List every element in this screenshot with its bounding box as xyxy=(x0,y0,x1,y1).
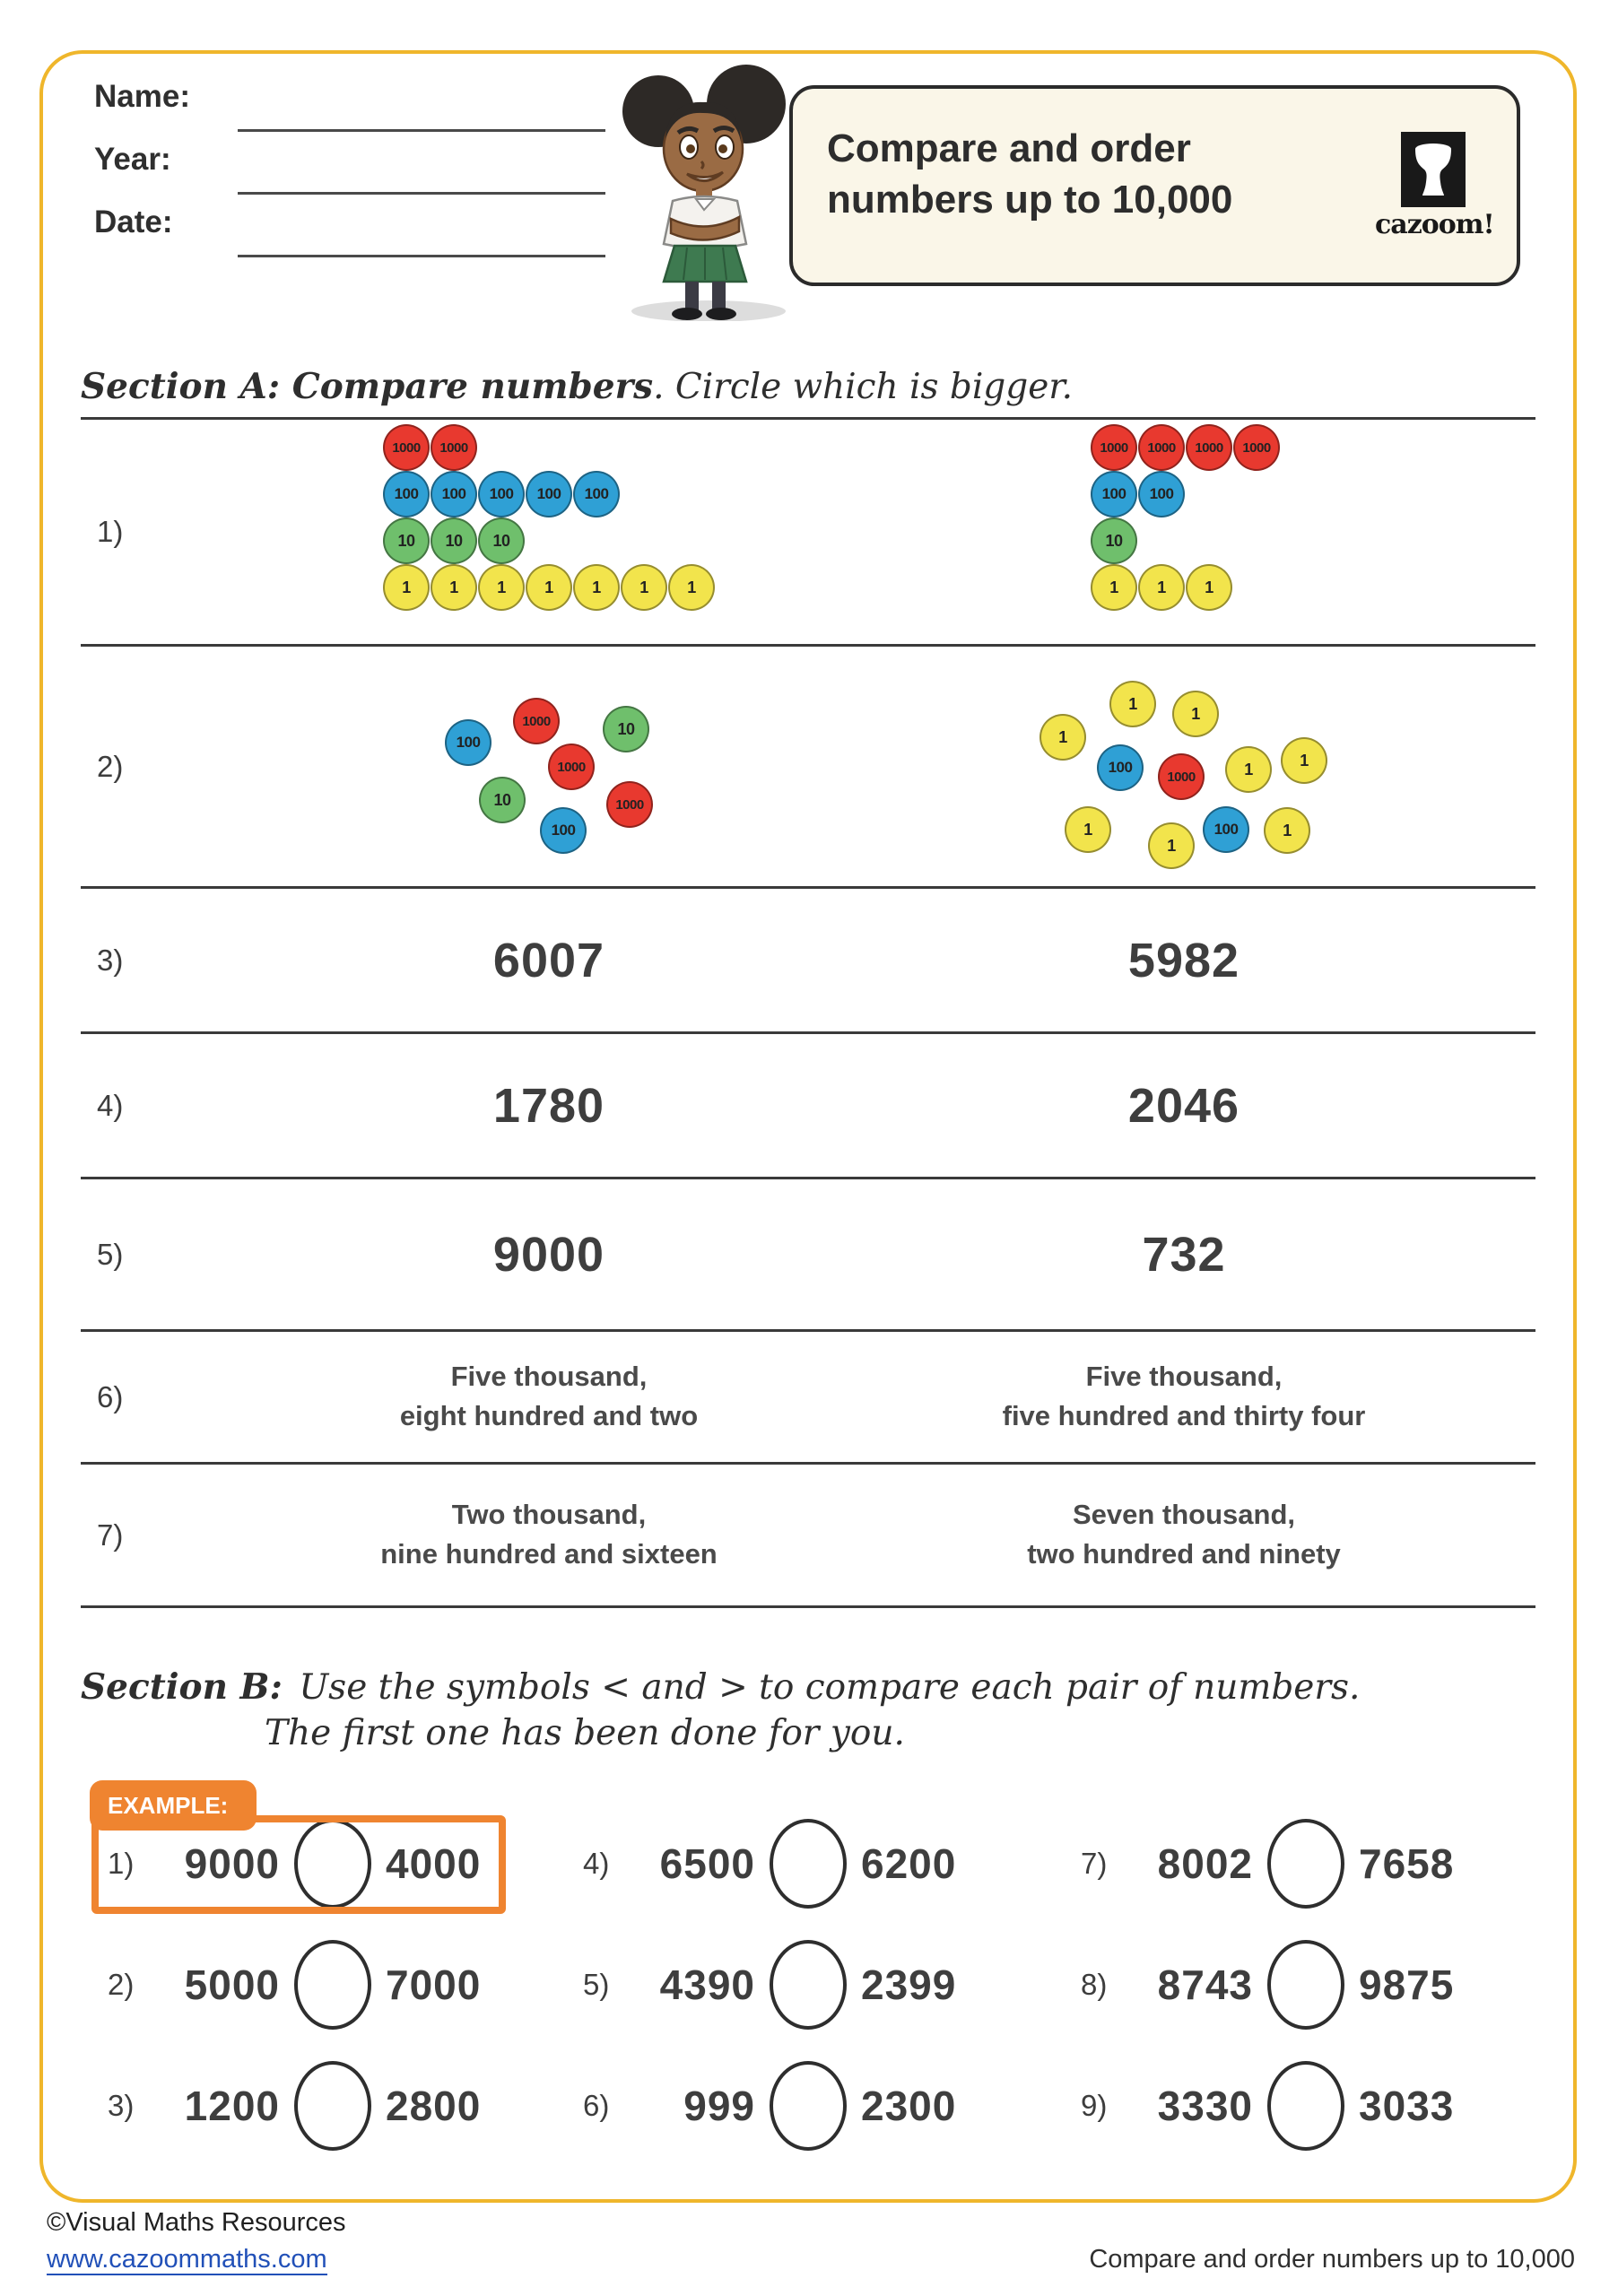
place-value-counter-1: 1 xyxy=(383,564,430,611)
counter-row-10 xyxy=(1091,517,1280,564)
place-value-counter-10: 10 xyxy=(383,517,430,564)
place-value-counter-1: 1 xyxy=(1065,806,1111,853)
date-field xyxy=(94,204,173,264)
place-value-counter-1000: 1000 xyxy=(1138,424,1185,471)
compare-number-words-left[interactable]: Two thousand, nine hundred and sixteen xyxy=(380,1498,718,1570)
place-value-counter-1000: 1000 xyxy=(513,698,560,744)
place-value-counter-1: 1 xyxy=(668,564,715,611)
left-number: 999 xyxy=(683,2082,755,2129)
compare-number-left[interactable]: 1780 xyxy=(492,1078,605,1133)
place-value-counter-1: 1 xyxy=(1225,746,1272,793)
section-b-instruction-line-2: The first one has been done for you. xyxy=(265,1713,905,1753)
place-value-counter-10: 10 xyxy=(1091,517,1137,564)
place-value-counter-1000: 1000 xyxy=(1158,753,1205,800)
worksheet-title xyxy=(827,123,1232,225)
counter-row-100 xyxy=(383,471,715,517)
place-value-counter-1: 1 xyxy=(431,564,477,611)
title-line-2: numbers up to 10,000 xyxy=(827,178,1233,222)
counter-row-100 xyxy=(1091,471,1280,517)
place-value-counter-1000: 1000 xyxy=(383,424,430,471)
compare-number-right[interactable]: 732 xyxy=(1142,1227,1226,1282)
question-number: 2) xyxy=(108,1967,135,2001)
question-number: 7) xyxy=(1081,1846,1108,1880)
counter-row-1000 xyxy=(383,424,715,471)
section-a-row-2 xyxy=(81,647,1535,889)
right-number: 9875 xyxy=(1359,1961,1455,2008)
answer-circle[interactable] xyxy=(770,1940,847,2030)
section-b-title: Section B: xyxy=(81,1666,283,1708)
left-number: 6500 xyxy=(659,1839,755,1887)
compare-number-right[interactable]: 5982 xyxy=(1127,933,1240,987)
place-value-counter-100: 100 xyxy=(1203,806,1249,853)
place-value-counter-1000: 1000 xyxy=(1233,424,1280,471)
place-value-counter-1: 1 xyxy=(1109,681,1156,727)
place-value-counter-1: 1 xyxy=(1264,807,1310,854)
title-line-1: Compare and order xyxy=(827,126,1191,170)
answer-circle[interactable] xyxy=(770,1819,847,1909)
schoolgirl-character-illustration xyxy=(603,56,811,321)
compare-number-left[interactable]: 6007 xyxy=(492,933,605,987)
right-number: 2800 xyxy=(386,2082,482,2129)
answer-circle[interactable] xyxy=(770,2061,847,2151)
cazoom-logo xyxy=(1375,132,1492,240)
answer-circle[interactable] xyxy=(1267,1819,1344,1909)
question-number: 5) xyxy=(97,1237,124,1271)
question-number: 6) xyxy=(583,2088,610,2122)
section-b-item-9 xyxy=(1063,2045,1535,2166)
section-a-row-5 xyxy=(81,1179,1535,1332)
place-value-counter-10: 10 xyxy=(478,517,525,564)
section-b-item-8 xyxy=(1063,1924,1535,2045)
compare-number-words-right[interactable]: Five thousand, five hundred and thirty four xyxy=(1002,1360,1366,1432)
section-a-title: Section A: Compare numbers xyxy=(81,366,654,407)
section-b-item-3 xyxy=(81,2045,565,2166)
place-value-counter-10: 10 xyxy=(479,777,526,823)
section-b-instruction-line-1: Use the symbols < and > to compare each pair of numbers. xyxy=(299,1667,1361,1708)
name-label: Name: xyxy=(94,79,190,114)
place-value-counter-100: 100 xyxy=(573,471,620,517)
section-b-item-4 xyxy=(565,1803,1063,1924)
place-value-counter-1: 1 xyxy=(1172,691,1219,737)
left-number: 3330 xyxy=(1157,2082,1253,2129)
date-input-line[interactable] xyxy=(238,255,605,257)
place-value-counter-100: 100 xyxy=(1091,471,1137,517)
place-value-counter-1: 1 xyxy=(1138,564,1185,611)
name-input-line[interactable] xyxy=(238,129,605,132)
question-number: 3) xyxy=(97,943,124,977)
place-value-counter-1000: 1000 xyxy=(548,744,595,790)
question-number: 4) xyxy=(583,1846,610,1880)
cazoom-logo-text: cazoom! xyxy=(1375,209,1494,240)
place-value-counter-100: 100 xyxy=(478,471,525,517)
name-field xyxy=(94,79,190,138)
footer-worksheet-title: Compare and order numbers up to 10,000 xyxy=(1089,2245,1575,2274)
place-value-counter-100: 100 xyxy=(526,471,572,517)
right-number: 2300 xyxy=(861,2082,957,2129)
year-field xyxy=(94,142,171,201)
section-b-heading xyxy=(81,1666,1360,1753)
year-label: Year: xyxy=(94,142,171,177)
place-value-counter-100: 100 xyxy=(1097,744,1144,791)
place-value-counter-1000: 1000 xyxy=(1091,424,1137,471)
place-value-counter-1: 1 xyxy=(573,564,620,611)
answer-circle[interactable] xyxy=(294,1940,371,2030)
compare-number-right[interactable]: 2046 xyxy=(1127,1078,1240,1133)
section-a-row-7 xyxy=(81,1465,1535,1608)
question-number: 7) xyxy=(97,1518,124,1552)
place-value-counter-100: 100 xyxy=(445,719,491,766)
right-number: 4000 xyxy=(386,1839,482,1887)
place-value-counter-100: 100 xyxy=(1138,471,1185,517)
left-number: 5000 xyxy=(184,1961,280,2008)
section-b-item-7 xyxy=(1063,1803,1535,1924)
place-value-counter-1: 1 xyxy=(1281,737,1327,784)
left-number: 8002 xyxy=(1157,1839,1253,1887)
section-a-row-1 xyxy=(81,420,1535,647)
place-value-counter-100: 100 xyxy=(383,471,430,517)
footer-website-link[interactable]: www.cazoommaths.com xyxy=(47,2245,327,2274)
worksheet-title-box xyxy=(789,85,1520,286)
question-number: 6) xyxy=(97,1379,124,1413)
question-number: 5) xyxy=(583,1967,610,2001)
place-value-counter-10: 10 xyxy=(431,517,477,564)
counter-row-1 xyxy=(1091,564,1280,611)
place-value-counter-1: 1 xyxy=(1040,714,1086,761)
example-tag: EXAMPLE: xyxy=(90,1780,257,1831)
left-number: 1200 xyxy=(184,2082,280,2129)
right-number: 2399 xyxy=(861,1961,957,2008)
footer-copyright: ©Visual Maths Resources xyxy=(47,2208,346,2237)
counter-row-1000 xyxy=(1091,424,1280,471)
section-b-item-6 xyxy=(565,2045,1063,2166)
left-number: 8743 xyxy=(1157,1961,1253,2008)
section-a-row-6 xyxy=(81,1332,1535,1465)
place-value-counter-100: 100 xyxy=(431,471,477,517)
right-number: 7658 xyxy=(1359,1839,1455,1887)
right-number: 6200 xyxy=(861,1839,957,1887)
compare-number-left[interactable]: 9000 xyxy=(492,1227,605,1282)
compare-number-words-left[interactable]: Five thousand, eight hundred and two xyxy=(399,1360,699,1432)
counter-group-left[interactable] xyxy=(383,424,715,611)
place-value-counter-1: 1 xyxy=(526,564,572,611)
question-number: 9) xyxy=(1081,2088,1108,2122)
place-value-counter-1000: 1000 xyxy=(431,424,477,471)
date-label: Date: xyxy=(94,204,173,239)
question-number: 8) xyxy=(1081,1967,1108,2001)
counter-row-10 xyxy=(383,517,715,564)
section-b-item-2 xyxy=(81,1924,565,2045)
place-value-counter-100: 100 xyxy=(540,807,587,854)
counter-row-1 xyxy=(383,564,715,611)
place-value-counter-1000: 1000 xyxy=(606,781,653,828)
place-value-counter-10: 10 xyxy=(603,706,649,752)
question-number: 4) xyxy=(97,1088,124,1122)
question-number: 2) xyxy=(97,749,124,783)
question-number: 3) xyxy=(108,2088,135,2122)
place-value-counter-1: 1 xyxy=(1091,564,1137,611)
place-value-counter-1: 1 xyxy=(1186,564,1232,611)
place-value-counter-1: 1 xyxy=(478,564,525,611)
place-value-counter-1000: 1000 xyxy=(1186,424,1232,471)
left-number: 9000 xyxy=(184,1839,280,1887)
section-a-table xyxy=(81,417,1535,1608)
answer-circle[interactable] xyxy=(1267,1940,1344,2030)
compare-number-words-right[interactable]: Seven thousand, two hundred and ninety xyxy=(1027,1498,1341,1570)
section-a-heading xyxy=(81,366,1073,407)
right-number: 3033 xyxy=(1359,2082,1455,2129)
question-number: 1) xyxy=(108,1846,135,1880)
answer-circle[interactable] xyxy=(294,2061,371,2151)
year-input-line[interactable] xyxy=(238,192,605,195)
section-a-row-4 xyxy=(81,1034,1535,1179)
section-a-row-3 xyxy=(81,889,1535,1034)
left-number: 4390 xyxy=(659,1961,755,2008)
section-a-instruction: . Circle which is bigger. xyxy=(653,367,1074,407)
section-b-item-5 xyxy=(565,1924,1063,2045)
counter-group-right[interactable] xyxy=(1091,424,1280,611)
djembe-drum-icon xyxy=(1401,132,1466,207)
place-value-counter-1: 1 xyxy=(1148,822,1195,869)
question-number: 1) xyxy=(97,515,124,548)
answer-circle[interactable] xyxy=(1267,2061,1344,2151)
right-number: 7000 xyxy=(386,1961,482,2008)
place-value-counter-1: 1 xyxy=(621,564,667,611)
